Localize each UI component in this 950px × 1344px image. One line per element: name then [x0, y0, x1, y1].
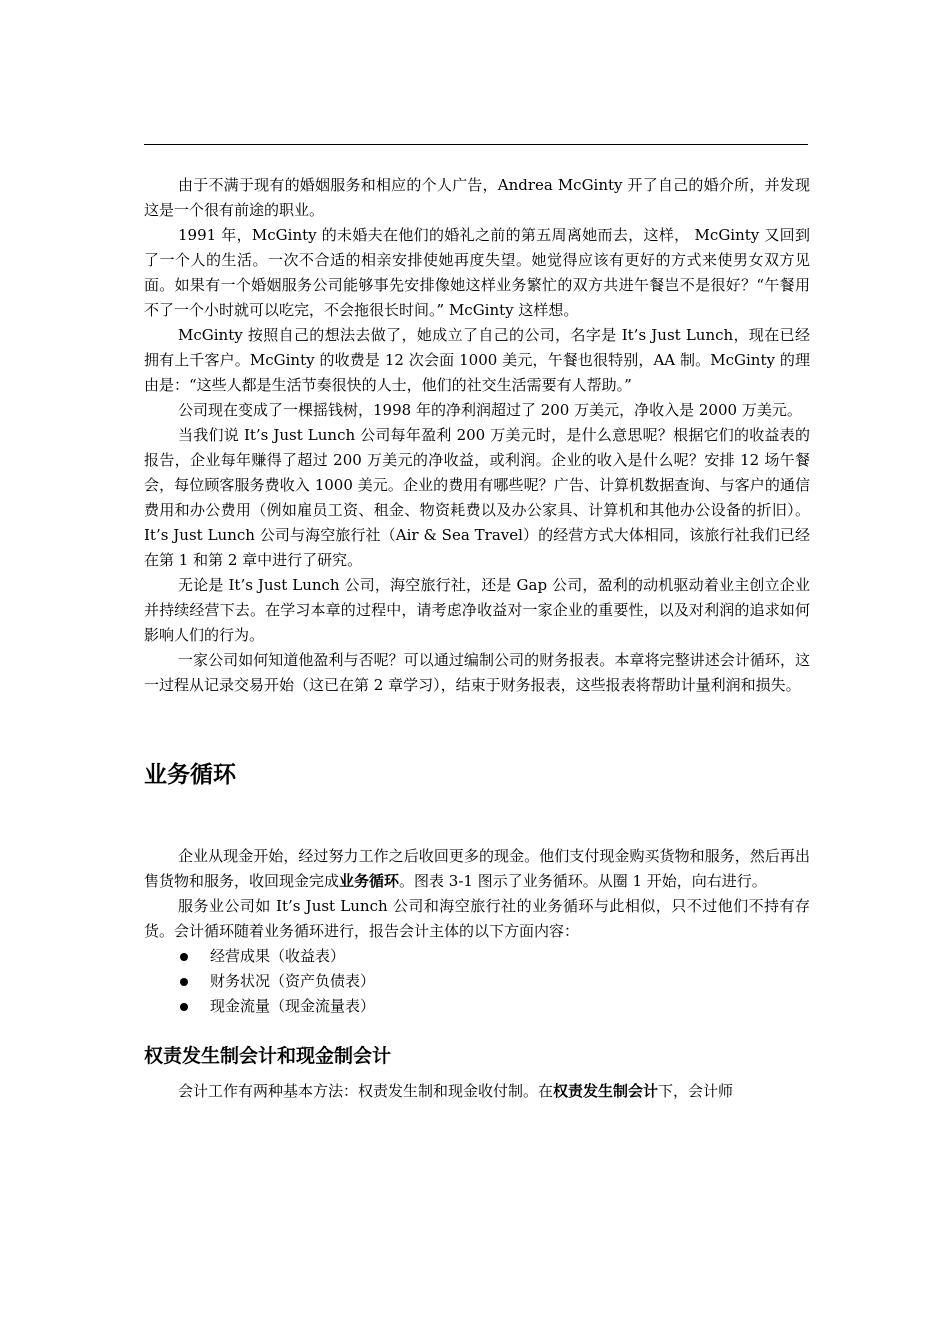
bullet-icon: [180, 1003, 188, 1011]
section-heading-accrual-cash: 权责发生制会计和现金制会计: [144, 1045, 392, 1067]
bold-term-accrual-accounting: 权责发生制会计: [553, 1082, 659, 1100]
bold-term-business-cycle: 业务循环: [339, 872, 400, 890]
business-cycle-paragraph-1: [144, 844, 810, 894]
list-item-text: 财务状况（资产负债表）: [210, 972, 376, 990]
intro-paragraph-6: 无论是 It’s Just Lunch 公司，海空旅行社，还是 Gap 公司，盈利的动机驱动着业主创立企业并持续经营下去。在学习本章的过程中，请考虑净收益对一家企业的重要性，以及对利润的追求如何影响人们的行为。: [144, 576, 810, 644]
intro-paragraph-5: 当我们说 It’s Just Lunch 公司每年盈利 200 万美元时，是什么意思呢？根据它们的收益表的报告，企业每年赚得了超过 200 万美元的净收益，或利润。企业的收入是什么呢？安排 12 场午餐会，每位顾客服务费收入 1000 美元。企业的费用有哪些呢？广告、计算机数据查询、与客户的通信费用和办公费用（例如雇员工资、租金、物资耗费以及办公家具、计算机和其他办公设备的折旧）。It’s Just Lunch 公司与海空旅行社（Air & Sea Travel）的经营方式大体相同，该旅行社我们已经在第 1 和第 2 章中进行了研究。: [144, 426, 810, 569]
bullet-list: [144, 944, 810, 1019]
text-run: 下，会计师: [658, 1082, 734, 1100]
text-run: 。图表 3-1 图示了业务循环。从圈 1 开始，向右进行。: [399, 872, 767, 890]
bullet-icon: [180, 953, 188, 961]
business-cycle-paragraph-2: 服务业公司如 It’s Just Lunch 公司和海空旅行社的业务循环与此相似，只不过他们不持有存货。会计循环随着业务循环进行，报告会计主体的以下方面内容：: [144, 897, 810, 940]
list-item-text: 经营成果（收益表）: [210, 947, 346, 965]
text-run: 会计工作有两种基本方法：权责发生制和现金收付制。在: [178, 1082, 554, 1100]
intro-paragraph-4: 公司现在变成了一棵摇钱树，1998 年的净利润超过了 200 万美元，净收入是 2000 万美元。: [178, 401, 802, 419]
page-body: [144, 173, 810, 1104]
list-item: [144, 944, 810, 969]
section-heading-business-cycle: 业务循环: [144, 762, 236, 788]
list-item-text: 现金流量（现金流量表）: [210, 997, 376, 1015]
intro-paragraph-1: 由于不满于现有的婚姻服务和相应的个人广告，Andrea McGinty 开了自己的婚介所，并发现这是一个很有前途的职业。: [144, 176, 810, 219]
header-rule: [144, 144, 808, 145]
text-run: 企业从现金开始，经过努力工作之后收回更多的现金。他们支付现金购买货物和服务，然后再出售货物和服务，收回现金完成: [144, 847, 810, 890]
accrual-paragraph-1: [144, 1079, 810, 1104]
list-item: [144, 969, 810, 994]
intro-paragraph-7: 一家公司如何知道他盈利与否呢？可以通过编制公司的财务报表。本章将完整讲述会计循环，这一过程从记录交易开始（这已在第 2 章学习），结束于财务报表，这些报表将帮助计量利润和损失。: [144, 651, 810, 694]
list-item: [144, 994, 810, 1019]
intro-paragraph-2: 1991 年，McGinty 的未婚夫在他们的婚礼之前的第五周离她而去，这样， McGinty 又回到了一个人的生活。一次不合适的相亲安排使她再度失望。她觉得应该有更好的方式来使男女双方见面。如果有一个婚姻服务公司能够事先安排像她这样业务繁忙的双方共进午餐岂不是很好？“午餐用不了一个小时就可以吃完，不会拖很长时间。” McGinty 这样想。: [144, 226, 810, 319]
bullet-icon: [180, 978, 188, 986]
intro-paragraph-3: McGinty 按照自己的想法去做了，她成立了自己的公司，名字是 It’s Just Lunch，现在已经拥有上千客户。McGinty 的收费是 12 次会面 1000 美元，午餐也很特别，AA 制。McGinty 的理由是：“这些人都是生活节奏很快的人士，他们的社交生活需要有人帮助。”: [144, 326, 810, 394]
